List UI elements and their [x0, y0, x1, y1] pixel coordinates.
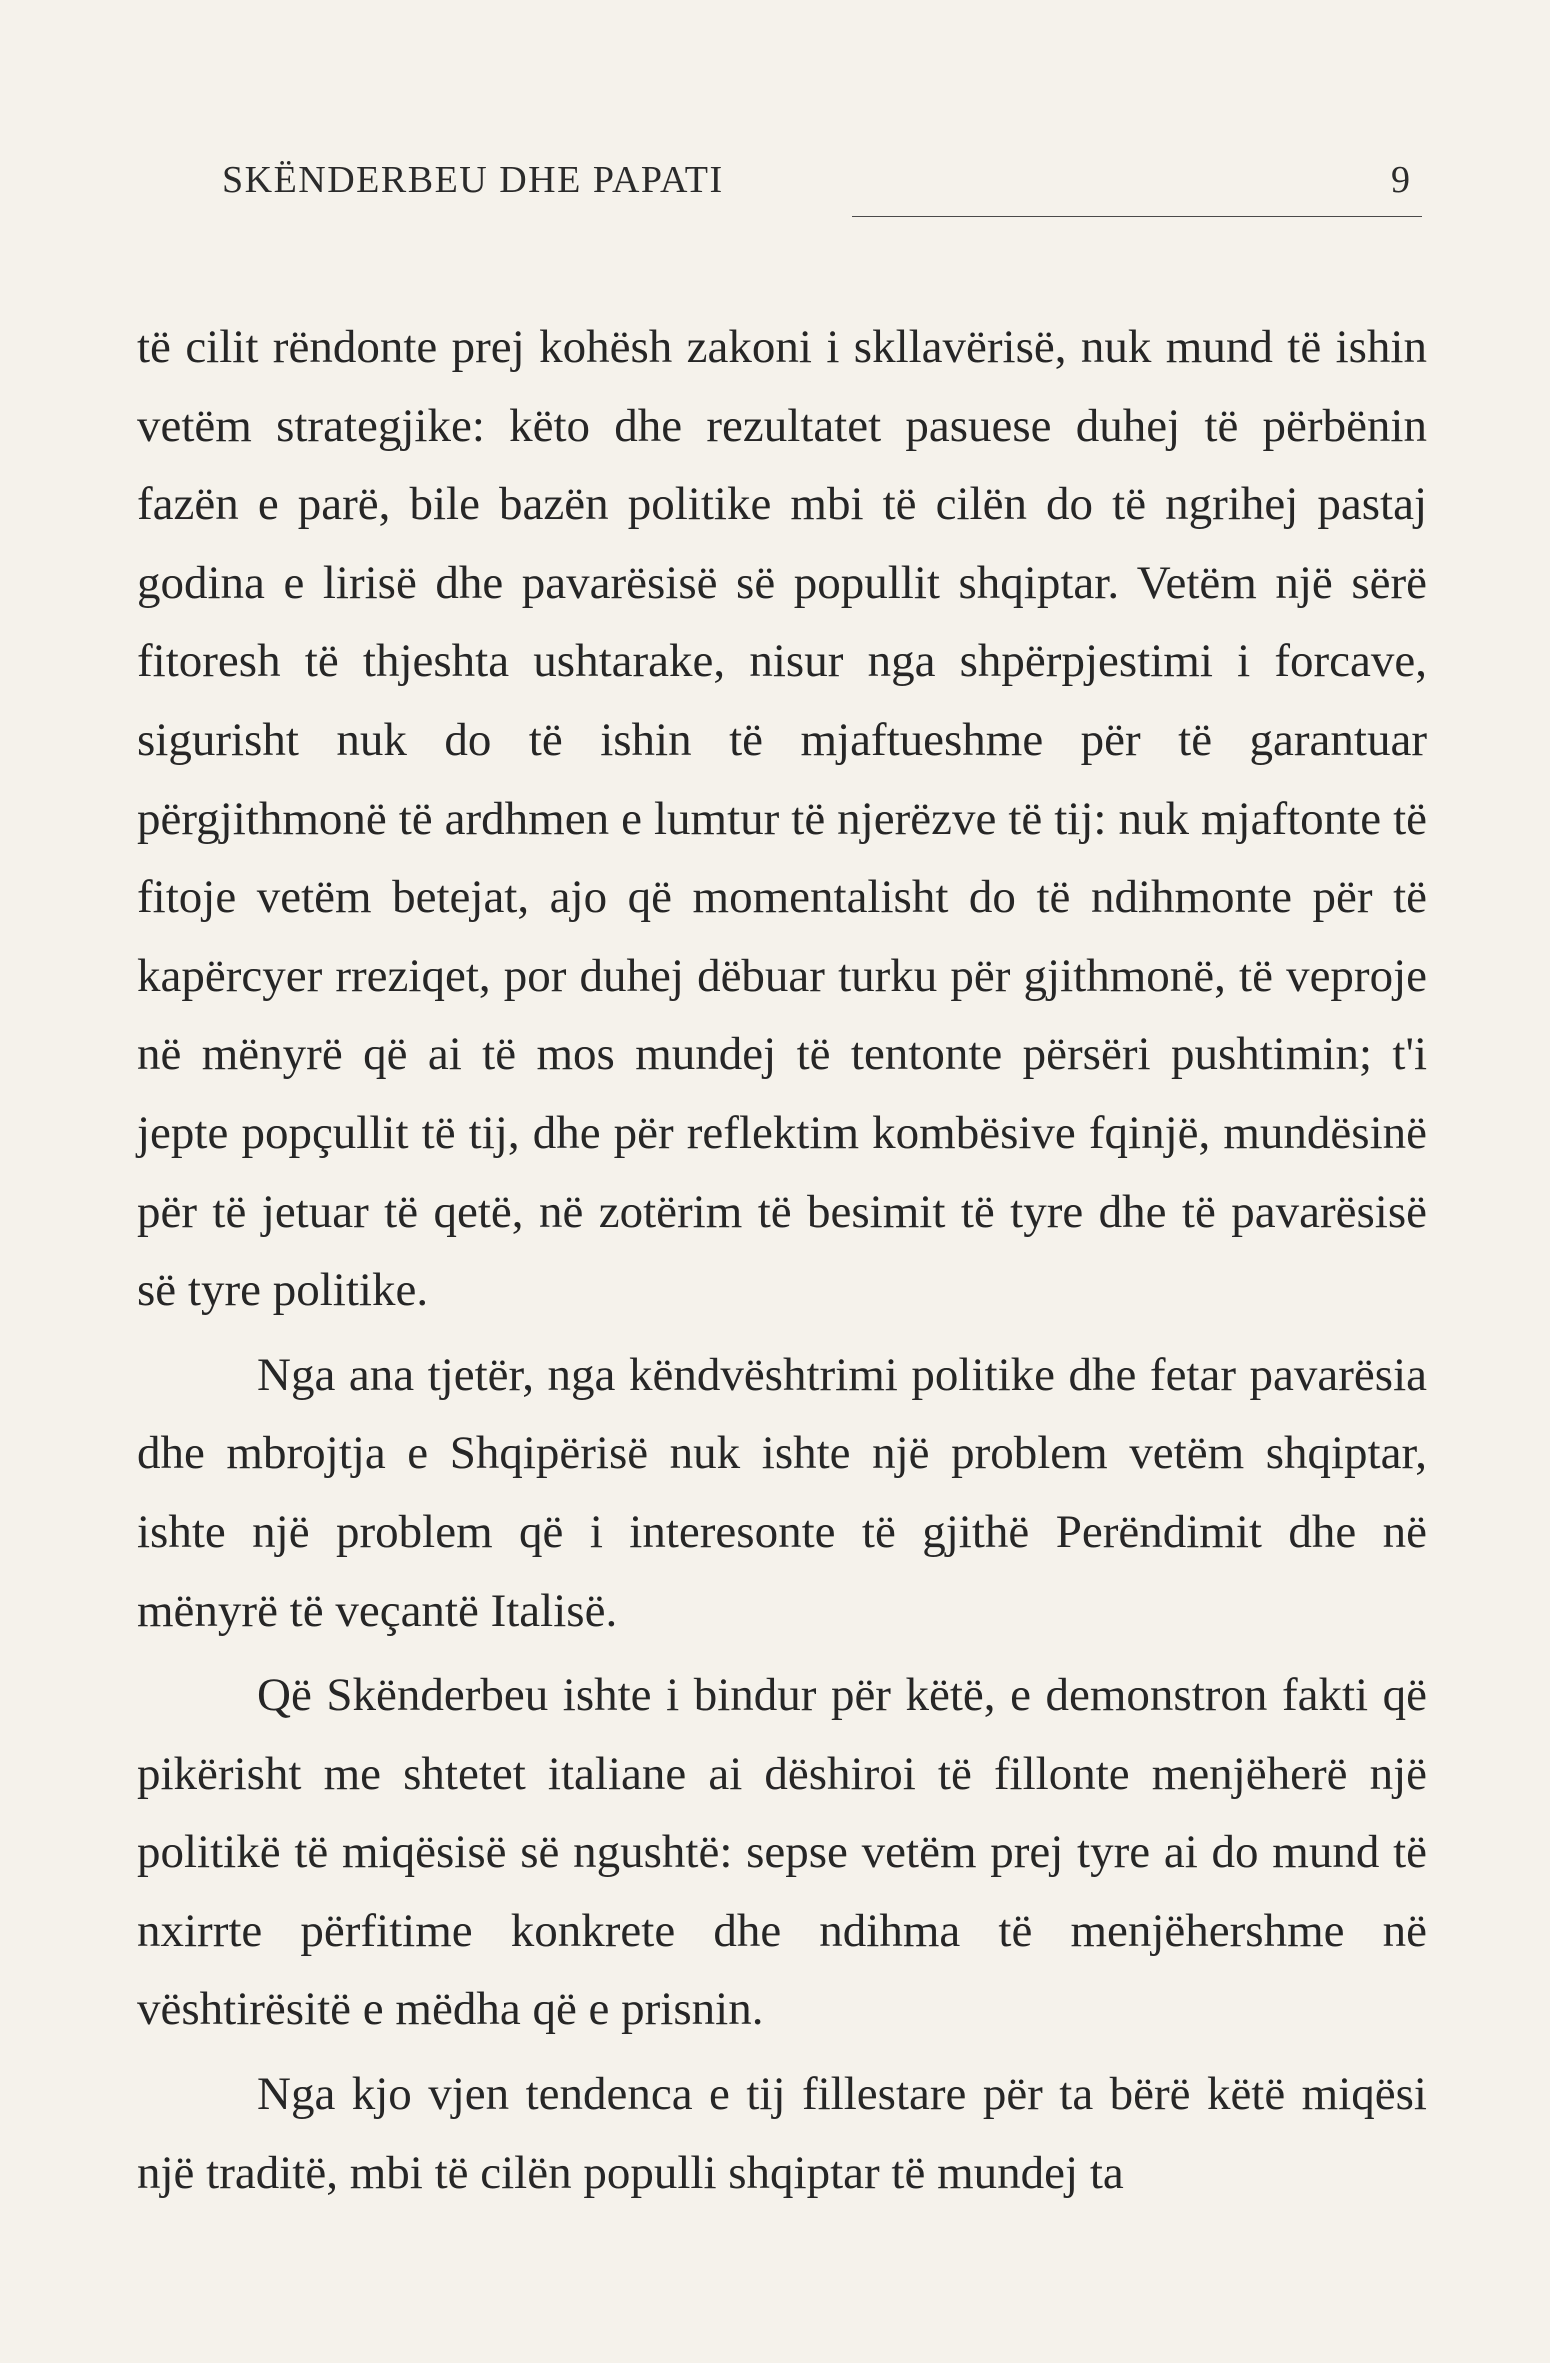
header-rule — [852, 216, 1422, 217]
running-header-title: SKËNDERBEU DHE PAPATI — [222, 159, 724, 201]
paragraph: Nga ana tjetër, nga këndvështrimi politike dhe fetar pavarësia dhe mbrojtja e Shqipërisë nuk ishte një problem vetëm shqiptar, ishte një problem që i interesonte të gjithë Perëndimit dhe në mënyrë të veçantë Italisë. — [137, 1348, 1427, 1637]
body-text — [137, 308, 1427, 2212]
paragraph: Që Skënderbeu ishte i bindur për këtë, e demonstron fakti që pikërisht me shtetet italiane ai dëshiroi të fillonte menjëherë një politikë të miqësisë së ngushtë: sepse vetëm prej tyre ai do mund të nxirrte përfitime konkrete dhe ndihma të menjëhershme në vështirësitë e mëdha që e prisnin. — [137, 1669, 1427, 2036]
paragraph-continued: të cilit rëndonte prej kohësh zakoni i skllavërisë, nuk mund të ishin vetëm strategjike: këto dhe rezultatet pasuese duhej të përbënin fazën e parë, bile bazën politike mbi të cilën do të ngrihej pastaj godina e lirisë dhe pavarësisë së popullit shqiptar. Vetëm një sërë fitoresh të thjeshta ushtarake, nisur nga shpërpjestimi i forcave, sigurisht nuk do të ishin të mjaftueshme për të garantuar përgjithmonë të ardhmen e lumtur të njerëzve të tij: nuk mjaftonte të fitoje vetëm betejat, ajo që momentalisht do të ndihmonte për të kapërcyer rreziqet, por duhej dëbuar turku për gjithmonë, të veproje në mënyrë që ai të mos mundej të tentonte përsëri pushtimin; t'i jepte popçullit të tij, dhe për reflektim kombësive fqinjë, mundësinë për të jetuar të qetë, në zotërim të besimit të tyre dhe të pavarësisë së tyre politike. — [137, 321, 1427, 1317]
page-number: 9 — [1391, 159, 1410, 201]
paragraph: Nga kjo vjen tendenca e tij fillestare për ta bërë këtë miqësi një traditë, mbi të cilën populli shqiptar të mundej ta — [137, 2068, 1427, 2199]
